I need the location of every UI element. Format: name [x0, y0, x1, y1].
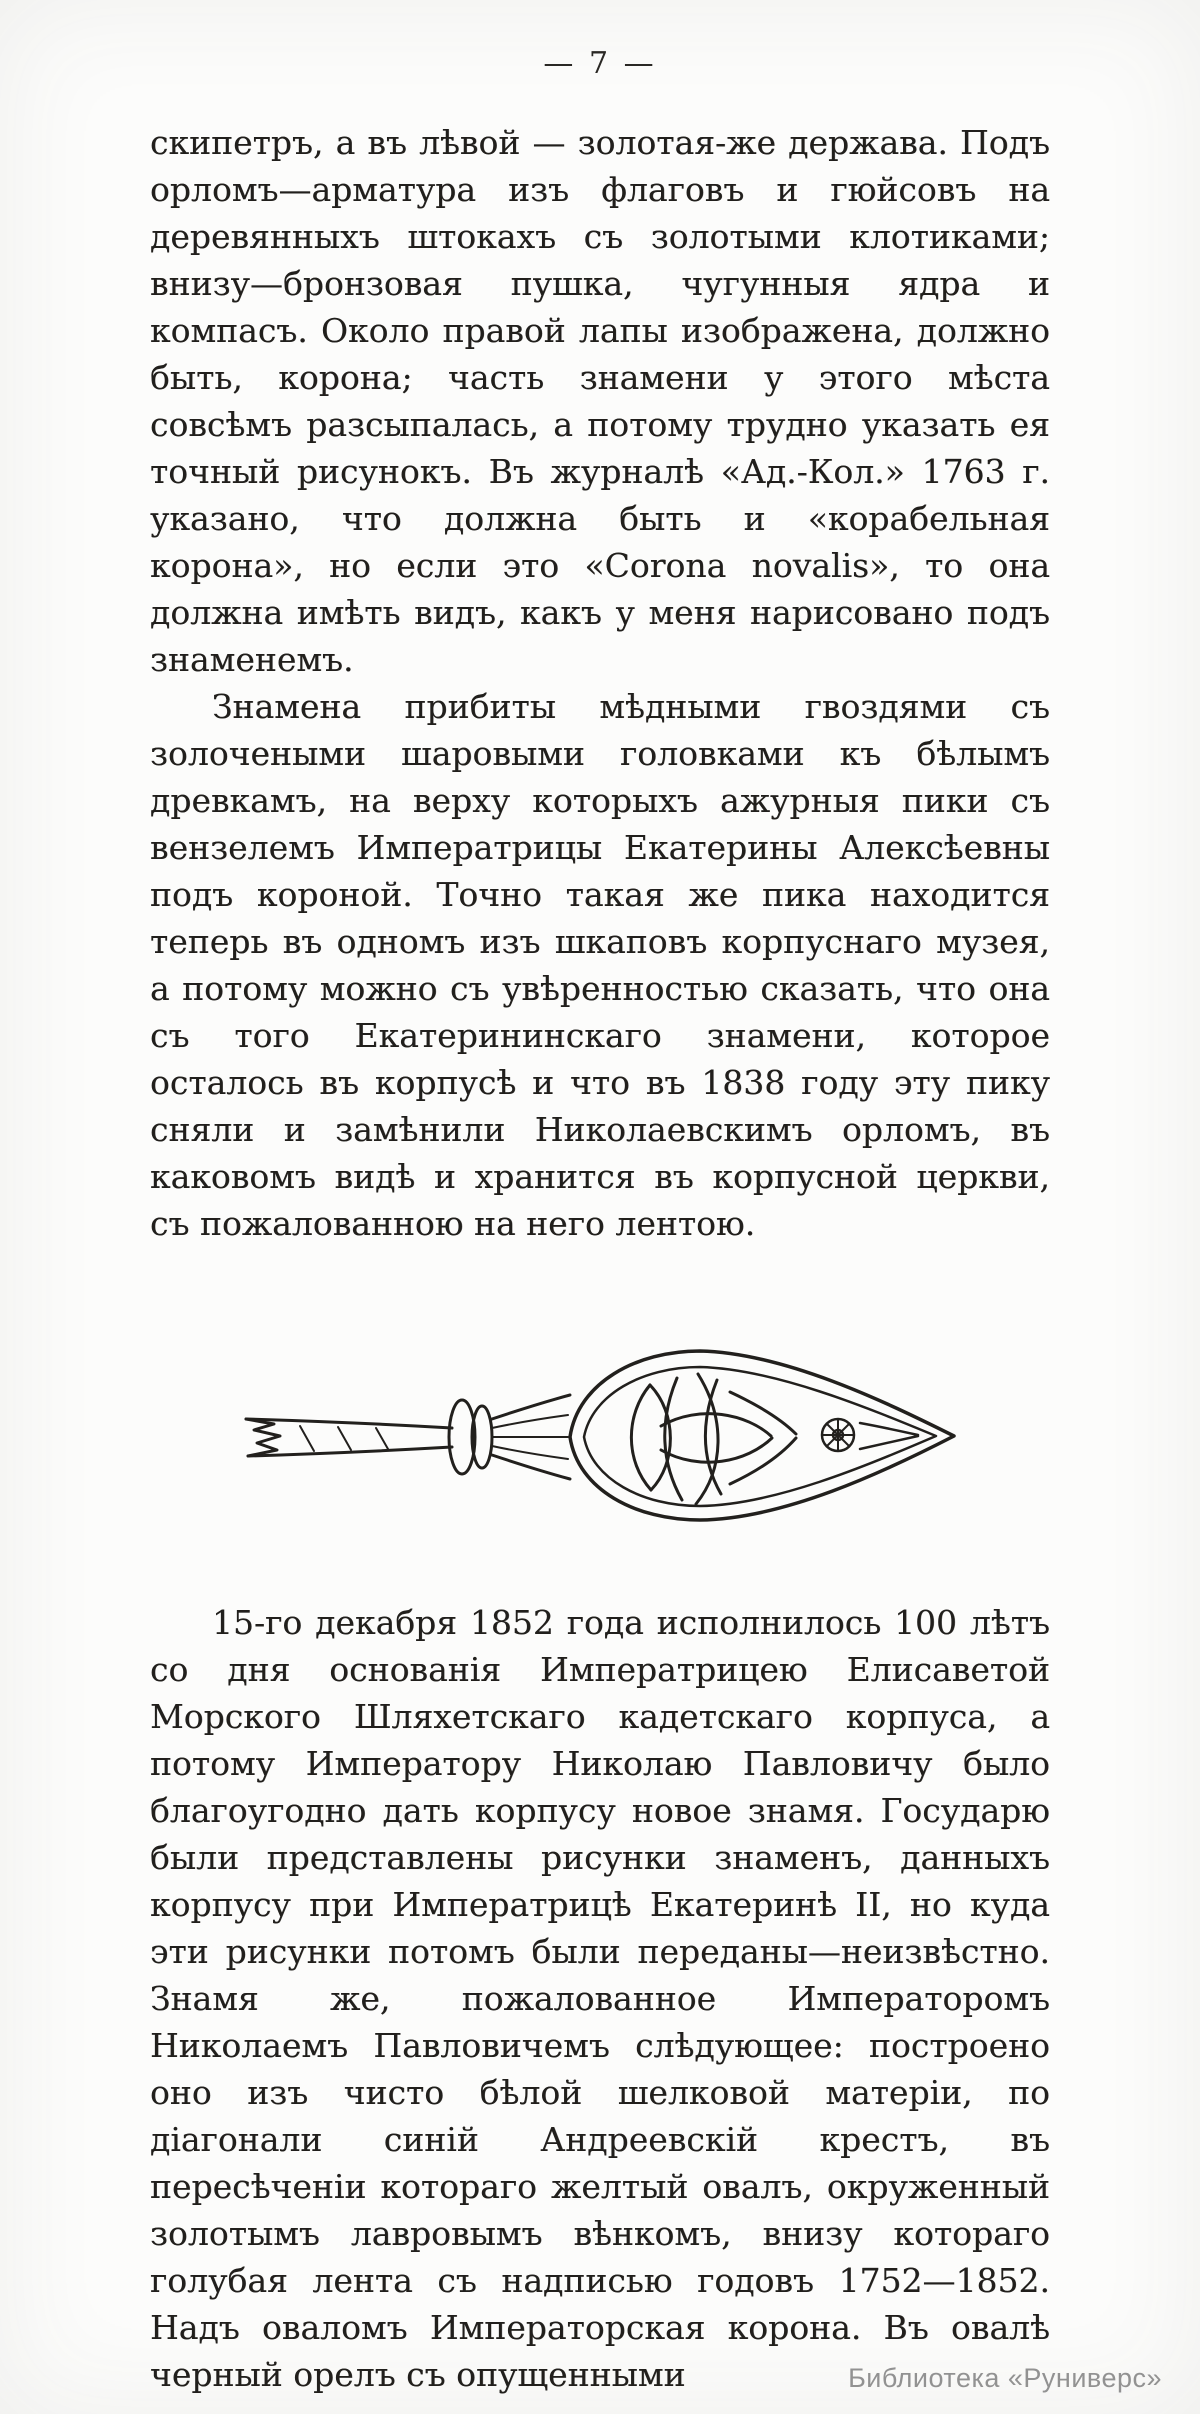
page-number: — 7 —	[543, 46, 657, 81]
text-block	[150, 119, 1050, 2398]
pike-finial-illustration	[220, 1323, 980, 1567]
pike-drawing-svg	[230, 1323, 970, 1563]
library-watermark: Библиотека «Руниверс»	[848, 2363, 1162, 2393]
paragraph: Знамена прибиты мѣдными гвоздями съ золочеными шаровыми головками къ бѣлымъ древкамъ, на верху которыхъ ажурныя пики съ вензелемъ Императрицы Екатерины Алексѣевны подъ короной. Точно такая же пика находится теперь въ одномъ изъ шкаповъ корпуснаго музея, а потому можно съ увѣренностью сказать, что она съ того Екатерининскаго знамени, которое осталось въ корпусѣ и что въ 1838 году эту пику сняли и замѣнили Николаевскимъ орломъ, въ каковомъ видѣ и хранится въ корпусной церкви, съ пожалованною на него лентою.	[150, 687, 1050, 1243]
paragraph-continuation: скипетръ, а въ лѣвой — золотая-же держава. Подъ орломъ—арматура изъ флаговъ и гюйсовъ на деревянныхъ штокахъ съ золотыми клотиками; внизу—бронзовая пушка, чугунныя ядра и компасъ. Около правой лапы изображена, должно быть, корона; часть знамени у этого мѣста совсѣмъ разсыпалась, а потому трудно указать ея точный рисунокъ. Въ журналѣ «Ад.-Кол.» 1763 г. указано, что должна быть и «корабельная корона», но если это «Corona novalis», то она должна имѣть видъ, какъ у меня нарисовано подъ знаменемъ.	[150, 123, 1050, 679]
paragraph: 15-го декабря 1852 года исполнилось 100 лѣтъ со дня основанія Императрицею Елисаветой Морского Шляхетскаго кадетскаго корпуса, а потому Императору Николаю Павловичу было благоугодно дать корпусу новое знамя. Государю были представлены рисунки знаменъ, данныхъ корпусу при Императрицѣ Екатеринѣ II, но куда эти рисунки потомъ были переданы—неизвѣстно. Знамя же, пожалованное Императоромъ Николаемъ Павловичемъ слѣдующее: построено оно изъ чисто бѣлой шелковой матеріи, по діагонали синій Андреевскій крестъ, въ пересѣченіи котораго желтый овалъ, окруженный золотымъ лавровымъ вѣнкомъ, внизу котораго голубая лента съ надписью годовъ 1752—1852. Надъ оваломъ Императорская корона. Въ овалѣ черный орелъ съ опущенными	[150, 1603, 1050, 2394]
